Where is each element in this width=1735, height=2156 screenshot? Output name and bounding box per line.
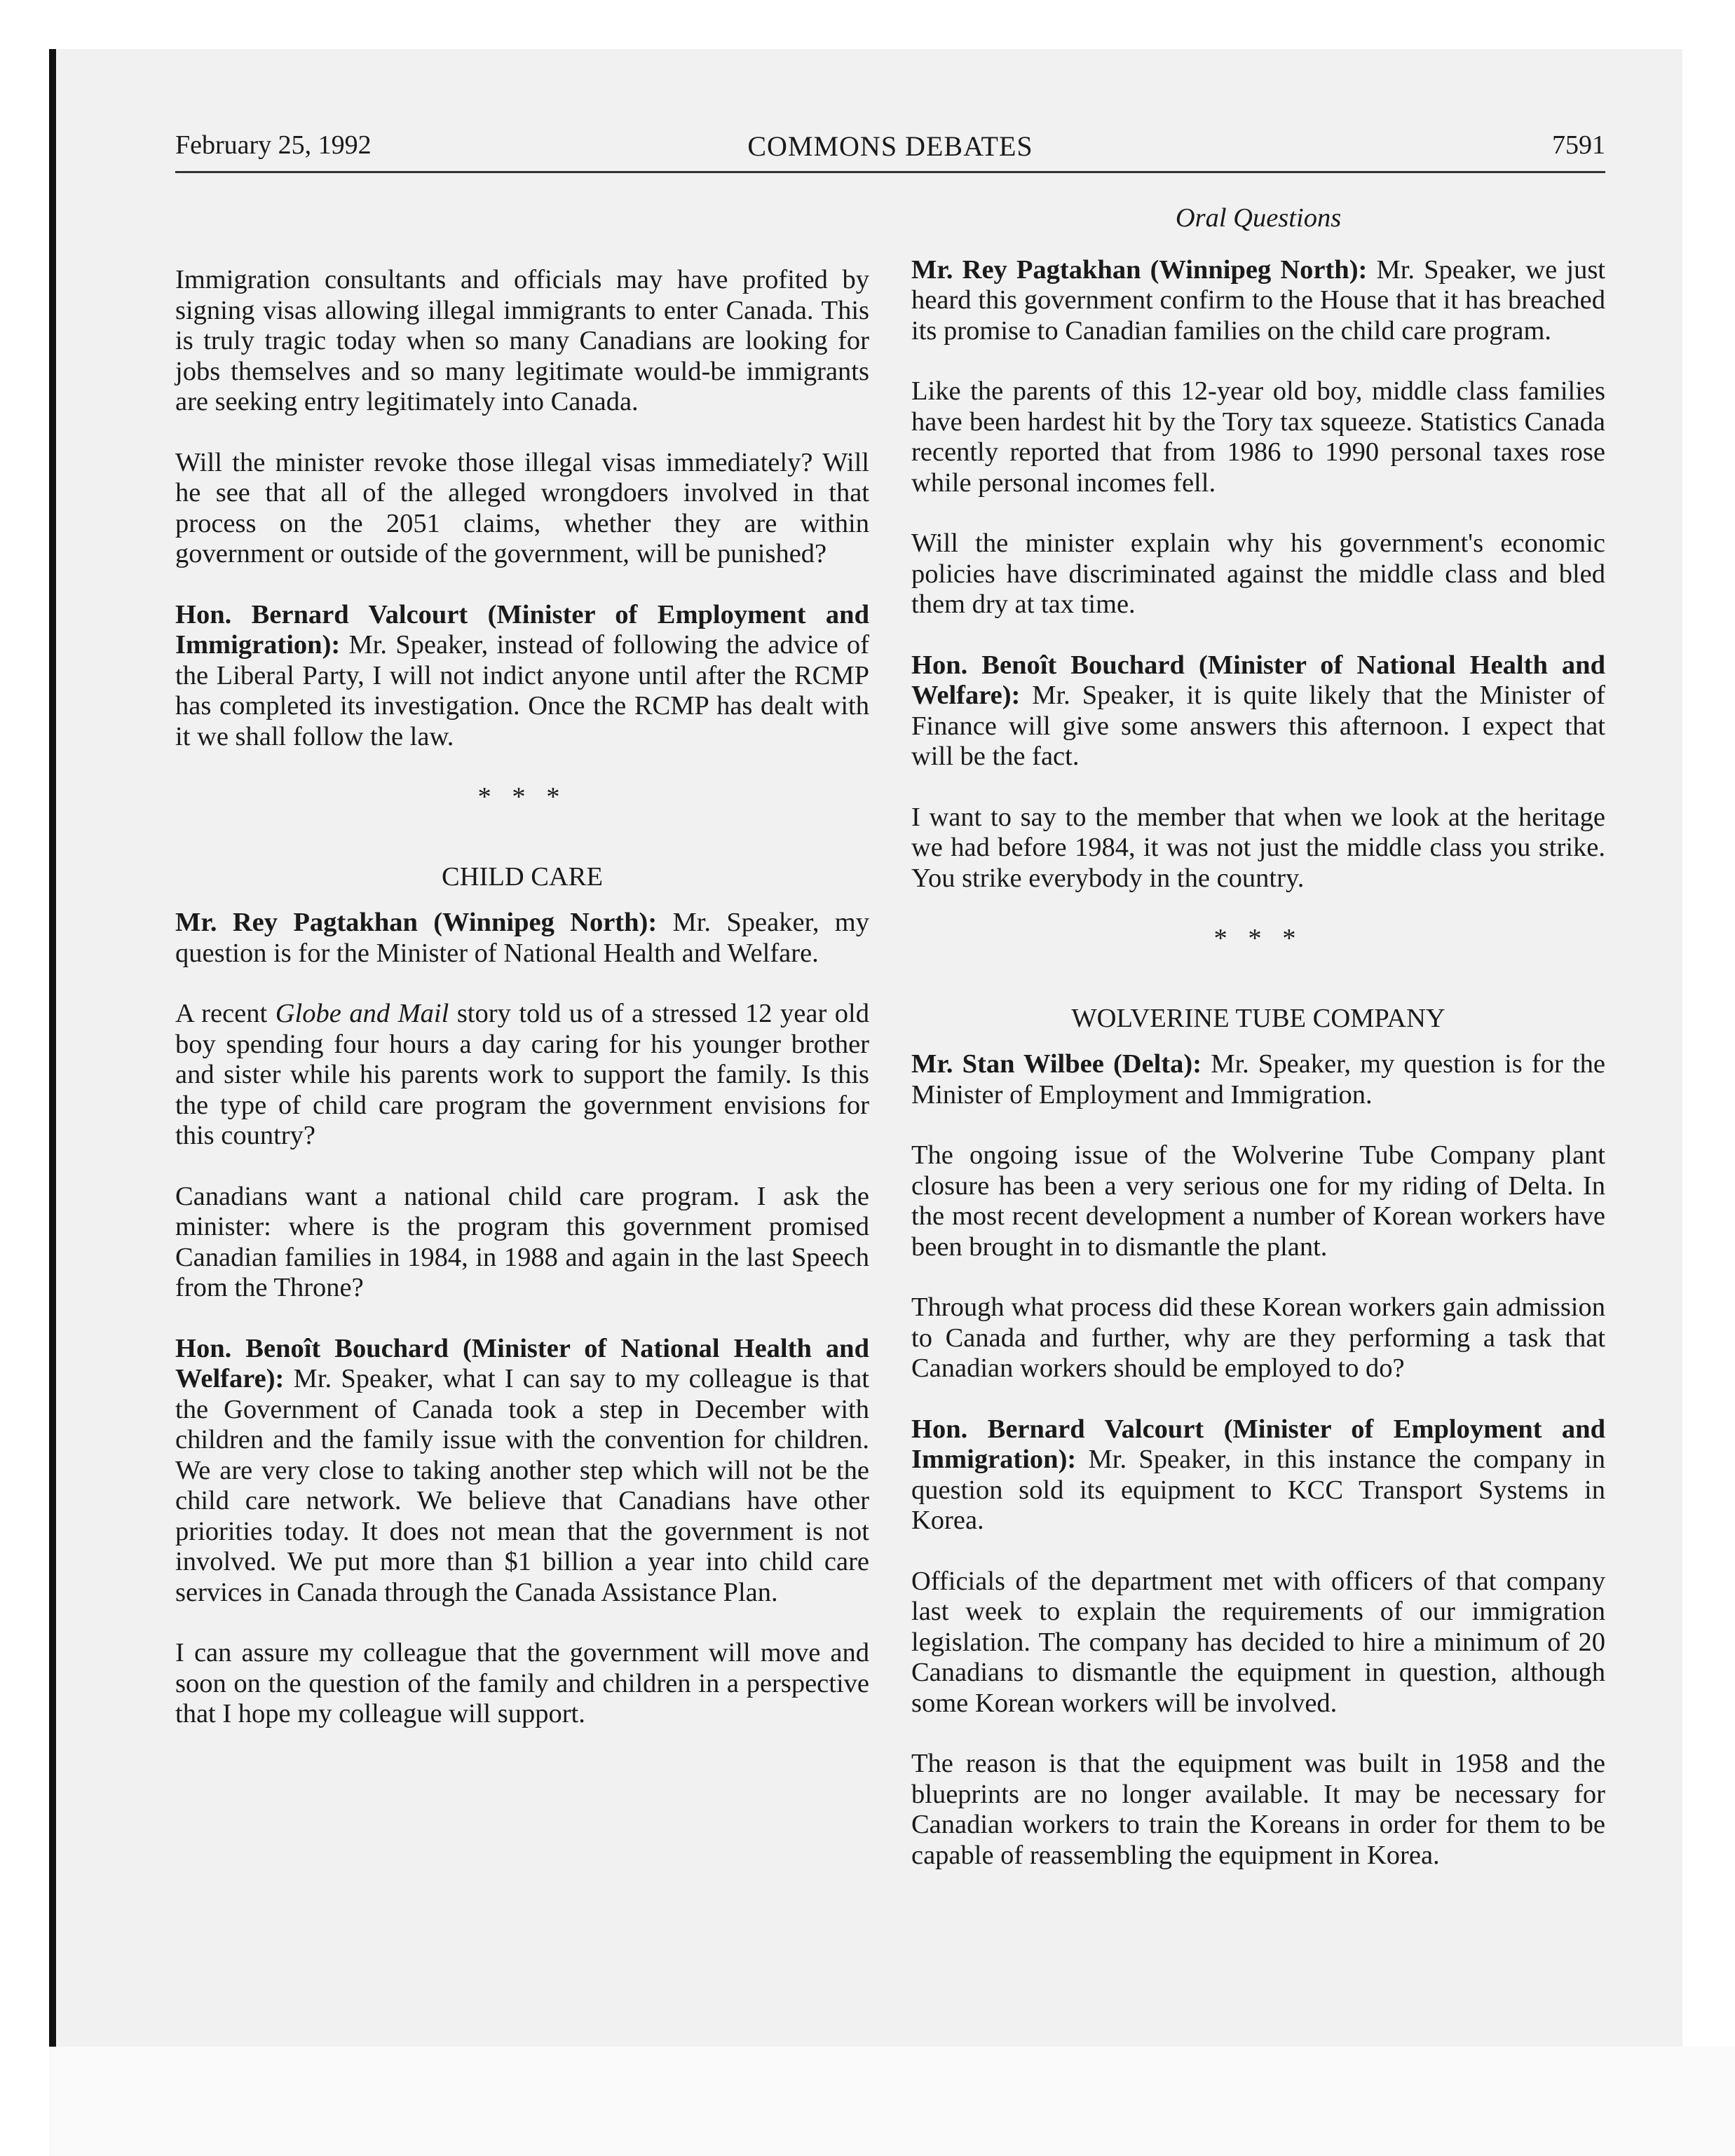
paragraph: I want to say to the member that when we look at the heritage we had before 1984, it was not just the middle class you strike. You strike everybody in the country. [911,802,1605,893]
paragraph-text: Mr. Speaker, instead of following the advice of the Liberal Party, I will not indict anyone until after the RCMP has completed its investigation. Once the RCMP has dealt with it we shall follow the law. [175,630,869,751]
header-date: February 25, 1992 [175,130,372,160]
paragraph-text: Mr. Speaker, we just heard this government confirm to the House that it has breached its promise to Canadian families on the child care program. [911,254,1605,346]
publication-title: Globe and Mail [275,999,449,1028]
paragraph: Canadians want a national child care program. I ask the minister: where is the program this government promised Canadian families in 1984, in 1988 and again in the last Speech from the Throne? [175,1181,869,1302]
header-title: COMMONS DEBATES [747,130,1033,162]
running-header [175,130,1605,172]
speaker-name: Hon. Bernard Valcourt (Minister of Employment and Immigration): [911,1414,1605,1474]
paragraph-text: A recent [175,999,275,1028]
section-separator: * * * [477,782,567,812]
paragraph [911,255,1605,347]
paragraph [175,908,869,969]
paragraph-text: Mr. Speaker, my question is for the Minister of National Health and Welfare. [175,908,869,968]
speaker-name: Hon. Benoît Bouchard (Minister of National Health and Welfare): [911,650,1605,710]
paragraph [911,1049,1605,1110]
scan-edge [49,49,56,2047]
speaker-name: Mr. Stan Wilbee (Delta): [911,1049,1202,1079]
speaker-name: Mr. Rey Pagtakhan (Winnipeg North): [911,254,1368,285]
paragraph [911,650,1605,772]
speaker-name: Mr. Rey Pagtakhan (Winnipeg North): [175,908,658,937]
paragraph [911,1414,1605,1536]
paragraph: Immigration consultants and officials may have profited by signing visas allowing illegal immigrants to enter Canada. This is truly tragic today when so many Canadians are looking for jobs themselves and so many legitimate would-be immigrants are seeking entry legitimately into Canada. [175,265,869,416]
paragraph: Officials of the department met with officers of that company last week to explain the requirements of our immigration legislation. The company has decided to hire a minimum of 20 Canadians to dismantle the equipment in question, although some Korean workers will be involved. [911,1566,1605,1718]
paragraph-text: Mr. Speaker, what I can say to my colleague is that the Government of Canada took a step in December with children and the family issue with the convention for children. We are very close to taking another step which will not be the child care network. We believe that Canadians have other priorities today. It does not mean that the government is not involved. We put more than $1 billion a year into child care services in Canada through the Canada Assistance Plan. [175,1364,869,1607]
section-label: Oral Questions [1175,203,1342,233]
section-heading: WOLVERINE TUBE COMPANY [1071,1003,1445,1033]
speaker-name: Hon. Benoît Bouchard (Minister of National Health and Welfare): [175,1333,869,1393]
paragraph-text: Mr. Speaker, in this instance the company in question sold its equipment to KCC Transport Systems in Korea. [911,1445,1605,1535]
paragraph: I can assure my colleague that the government will move and soon on the question of the family and children in a perspective that I hope my colleague will support. [175,1638,869,1728]
paragraph-text: Mr. Speaker, it is quite likely that the Minister of Finance will give some answers this afternoon. I expect that will be the fact. [911,681,1605,771]
scan-margin [49,2047,1735,2156]
paragraph: The ongoing issue of the Wolverine Tube Company plant closure has been a very serious one for my riding of Delta. In the most recent development a number of Korean workers have been brought in to dismantle the plant. [911,1140,1605,1262]
speaker-name: Hon. Bernard Valcourt (Minister of Employment and Immigration): [175,599,869,660]
paragraph-text: Mr. Speaker, my question is for the Minister of Employment and Immigration. [911,1049,1606,1110]
paragraph: Will the minister revoke those illegal visas immediately? Will he see that all of the alleged wrongdoers involved in that process on the 2051 claims, whether they are within government or outside of the government, will be punished? [175,447,869,568]
right-column [911,203,1605,1901]
paragraph: Will the minister explain why his government's economic policies have discriminated against the middle class and bled them dry at tax time. [911,528,1605,619]
paragraph: Like the parents of this 12-year old boy, middle class families have been hardest hit by the Tory tax squeeze. Statistics Canada recently reported that from 1986 to 1990 personal taxes rose while personal incomes fell. [911,376,1605,498]
column-spacer [175,203,869,265]
left-column [175,203,869,1760]
paragraph [175,999,869,1152]
header-rule [175,171,1605,173]
section-heading: CHILD CARE [442,861,603,892]
paragraph: The reason is that the equipment was built in 1958 and the blueprints are no longer available. It may be necessary for Canadian workers to train the Koreans in order for them to be capable of reassembling the equipment in Korea. [911,1749,1605,1870]
paragraph [175,600,869,753]
paragraph-text: story told us of a stressed 12 year old boy spending four hours a day caring for his younger brother and sister while his parents work to support the family. Is this the type of child care program the government envisions for this country? [175,999,869,1150]
paragraph [175,1334,869,1609]
page-number: 7591 [1552,130,1605,160]
section-separator: * * * [1213,924,1303,953]
paragraph: Through what process did these Korean workers gain admission to Canada and further, why are they performing a task that Canadian workers should be employed to do? [911,1292,1605,1383]
